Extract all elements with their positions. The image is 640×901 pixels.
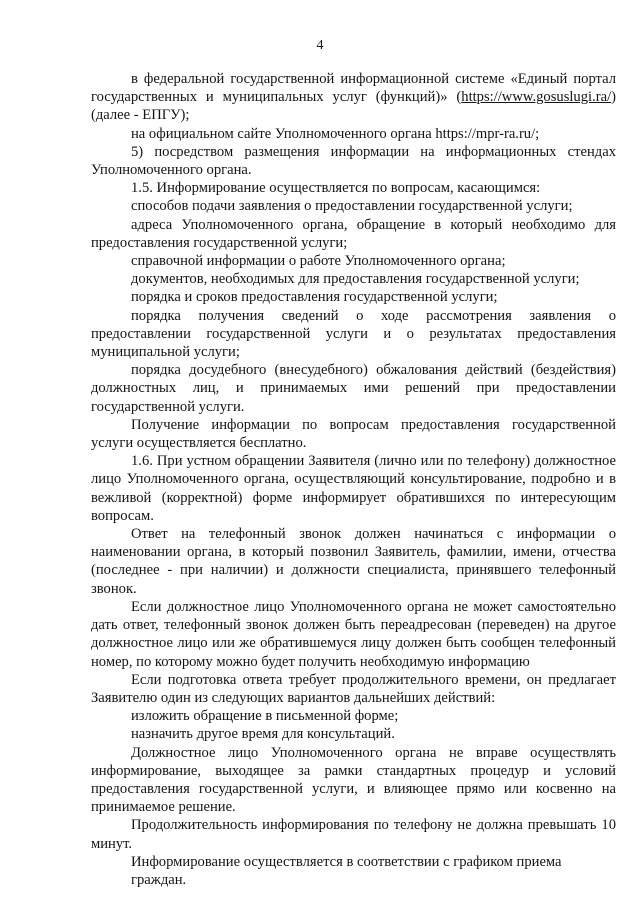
- list-item: способов подачи заявления о предоставлении государственной услуги;: [131, 198, 573, 215]
- paragraph-restrictions: Должностное лицо Уполномоченного органа не вправе осуществлять информирование, выходящее за рамки стандартных процедур и условий предоставления государственной услуги, и влияющее прямо или косвенно на принимаемое решение.: [91, 744, 616, 816]
- list-item: изложить обращение в письменной форме;: [131, 708, 399, 725]
- list-item: назначить другое время для консультаций.: [131, 726, 395, 743]
- paragraph-1-6: 1.6. При устном обращении Заявителя (лично или по телефону) должностное лицо Уполномоченного органа, осуществляющий консультирование, подробно и в вежливой (корректной) форме информирует обратившихся по интересующим вопросам.: [91, 453, 616, 524]
- list-item: порядка получения сведений о ходе рассмотрения заявления о предоставлении государственной услуги и о результатах предоставления муниципальной услуги;: [91, 307, 616, 361]
- list-item: справочной информации о работе Уполномоченного органа;: [131, 253, 506, 270]
- paragraph-duration: Продолжительность информирования по телефону не должна превышать 10 минут.: [91, 817, 616, 852]
- paragraph-1-5: 1.5. Информирование осуществляется по вопросам, касающимся:: [131, 180, 541, 197]
- list-item: порядка досудебного (внесудебного) обжалования действий (бездействия) должностных лиц, и принимаемых ими решений при предоставлении государственной услуги.: [91, 362, 616, 415]
- paragraph-redirect: Если должностное лицо Уполномоченного органа не может самостоятельно дать ответ, телефонный звонок должен быть переадресован (переведен) на другое должностное лицо или же обратившемуся лицу должен быть сообщен телефонный номер, по которому можно будет получить необходимую информацию: [91, 598, 616, 670]
- list-item: документов, необходимых для предоставления государственной услуги;: [131, 271, 580, 288]
- paragraph-phone-answer: Ответ на телефонный звонок должен начинаться с информации о наименовании органа, в который позвонил Заявитель, фамилии, имени, отчества (последнее - при наличии) и должности специалиста, принявшего телефонный звонок.: [91, 526, 616, 597]
- paragraph-info-stands: 5) посредством размещения информации на информационных стендах Уполномоченного органа.: [91, 143, 616, 179]
- paragraph-free-info: Получение информации по вопросам предоставления государственной услуги осуществляется бесплатно.: [91, 416, 616, 452]
- paragraph-schedule: Информирование осуществляется в соответствии с графиком приема граждан.: [131, 853, 562, 888]
- page-number: 4: [316, 38, 324, 53]
- paragraph-official-site: на официальном сайте Уполномоченного органа https://mpr-ra.ru/;: [131, 125, 540, 142]
- paragraph-long-answer: Если подготовка ответа требует продолжительного времени, он предлагает Заявителю один из следующих вариантов дальнейших действий:: [91, 671, 616, 706]
- paragraph-text: ) (далее - ЕПГУ);: [91, 89, 616, 124]
- list-item: порядка и сроков предоставления государственной услуги;: [131, 289, 498, 306]
- gosuslugi-link[interactable]: https://www.gosuslugi.ra/: [461, 89, 612, 106]
- paragraph-text: в федеральной государственной информационной системе «Единый портал государственных и муниципальных услуг (функций)» (: [91, 71, 616, 106]
- document-body: [91, 70, 616, 889]
- paragraph-epgu: [91, 70, 616, 125]
- list-item: адреса Уполномоченного органа, обращение в который необходимо для предоставления государственной услуги;: [91, 216, 616, 251]
